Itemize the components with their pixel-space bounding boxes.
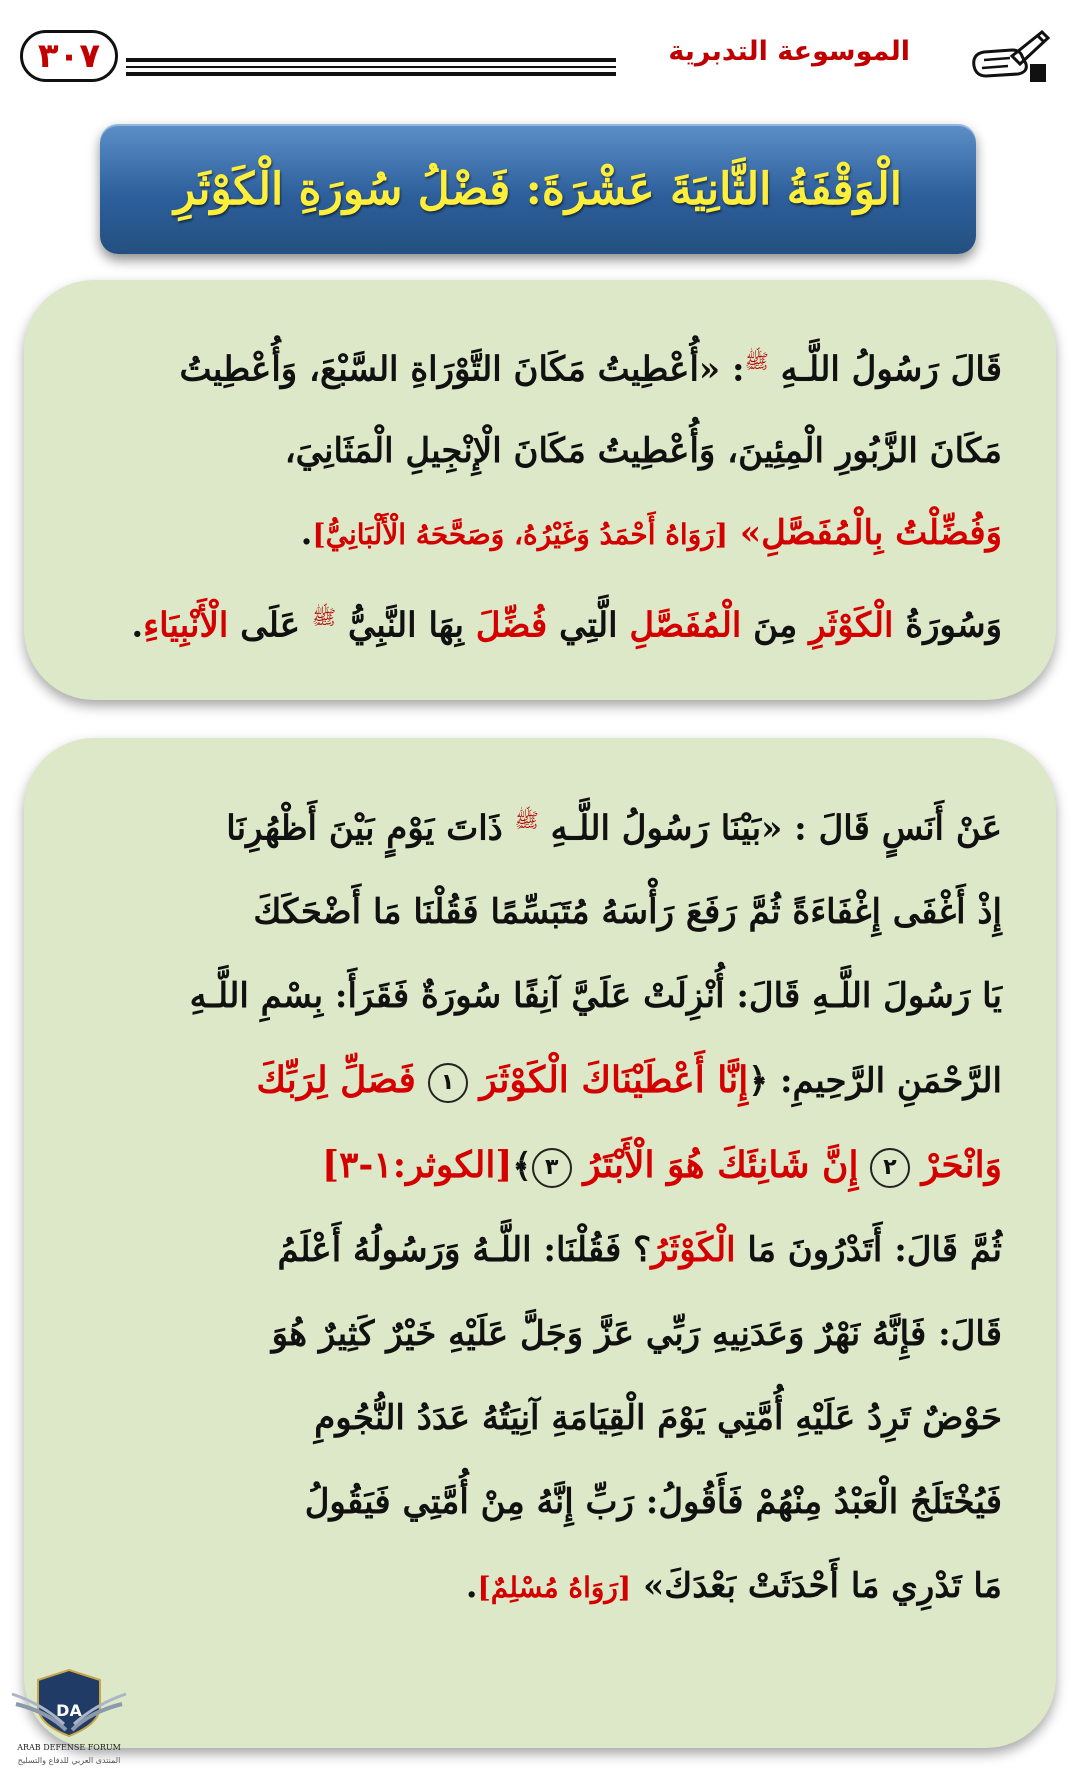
text-line: مَا تَدْرِي مَا أَحْدَثَتْ بَعْدَكَ» [رَوَاهُ مُسْلِمٌ].: [465, 1566, 1002, 1607]
verse-number-mark: ٢: [870, 1148, 910, 1188]
header-rule: [126, 58, 616, 62]
verse-number-mark: ١: [428, 1063, 468, 1103]
text-line: وَفُضِّلْتُ بِالْمُفَصَّلِ» [رَوَاهُ أَحْمَدُ وَغَيْرُهُ، وَصَحَّحَهُ الْأَلْبَانِيُّ].: [300, 513, 1002, 554]
quran-verse: إِنَّ شَانِئَكَ هُوَ الْأَبْتَرُ: [583, 1144, 859, 1187]
text-line: الرَّحْمَنِ الرَّحِيمِ: ﴿إِنَّا أَعْطَيْنَاكَ الْكَوْثَرَ ١ فَصَلِّ لِرَبِّكَ: [256, 1059, 1002, 1102]
verse-number-mark: ٣: [532, 1148, 572, 1188]
quran-verse: فَصَلِّ لِرَبِّكَ: [256, 1059, 416, 1102]
forum-watermark-logo: [8, 1664, 130, 1768]
text-line: وَسُورَةُ الْكَوْثَرِ مِنَ الْمُفَصَّلِ الَّتِي فُضِّلَ بِهَا النَّبِيُّ $^ﷺ$ عَلَى الْأَنْبِيَاءِ.: [131, 605, 1002, 646]
hadith-reference: [رَوَاهُ أَحْمَدُ وَغَيْرُهُ، وَصَحَّحَهُ الْأَلْبَانِيُّ]: [312, 518, 728, 552]
text-line: مَكَانَ الزَّبُورِ الْمِئِينَ، وَأُعْطِيتُ مَكَانَ الْإِنْجِيلِ الْمَثَانِيَ،: [284, 431, 1002, 472]
section-title: الْوَقْفَةُ الثَّانِيَةَ عَشْرَةَ: فَضْلُ سُورَةِ الْكَوْثَرِ: [174, 163, 902, 215]
text-line: ثُمَّ قَالَ: أَتَدْرُونَ مَا الْكَوْثَرُ؟ فَقُلْنَا: اللَّـهُ وَرَسُولُهُ أَعْلَمُ: [277, 1230, 1002, 1271]
svg-text:المنتدى العربي للدفاع والتسليح: المنتدى العربي للدفاع والتسليح: [17, 1756, 121, 1765]
salawat-glyph: ﷺ: [744, 349, 769, 373]
writing-hand-icon: [968, 26, 1052, 88]
hadith-reference: [رَوَاهُ مُسْلِمٌ]: [477, 1571, 632, 1605]
quran-verse: وَانْحَرْ: [921, 1144, 1002, 1187]
text-line: حَوْضٌ تَرِدُ عَلَيْهِ أُمَّتِي يَوْمَ الْقِيَامَةِ آنِيَتُهُ عَدَدُ النُّجُومِ: [314, 1398, 1002, 1439]
text-line: يَا رَسُولَ اللَّـهِ قَالَ: أُنْزِلَتْ عَلَيَّ آنِفًا سُورَةٌ فَقَرَأَ: بِسْمِ اللَّـهِ: [189, 976, 1002, 1017]
header-rule: [126, 72, 616, 76]
hadith-card-virtue: [24, 280, 1056, 700]
svg-text:DA: DA: [56, 1701, 82, 1720]
text-line: قَالَ: فَإِنَّهُ نَهْرٌ وَعَدَنِيهِ رَبِّي عَزَّ وَجَلَّ عَلَيْهِ خَيْرٌ كَثِيرٌ هُوَ: [271, 1314, 1002, 1355]
hadith-card-anas: [24, 738, 1056, 1748]
text-line: فَيُخْتَلَجُ الْعَبْدُ مِنْهُمْ فَأَقُولُ: رَبِّ إِنَّهُ مِنْ أُمَّتِي فَيَقُولُ: [304, 1482, 1002, 1523]
page-number: ٣٠٧: [20, 30, 118, 82]
text-line: وَانْحَرْ ٢ إِنَّ شَانِئَكَ هُوَ الْأَبْتَرُ ٣﴾[الكوثر:١-٣]: [322, 1144, 1002, 1187]
surah-reference: [الكوثر:١-٣]: [322, 1144, 513, 1187]
series-title: الموسوعة التدبرية: [668, 36, 910, 67]
salawat-glyph: ﷺ: [311, 605, 337, 630]
salawat-glyph: ﷺ: [514, 808, 539, 832]
section-title-banner: [100, 124, 976, 254]
text-line: إِذْ أَغْفَى إِغْفَاءَةً ثُمَّ رَفَعَ رَأْسَهُ مُتَبَسِّمًا فَقُلْنَا مَا أَضْحَكَكَ: [253, 892, 1002, 933]
svg-text:ARAB DEFENSE FORUM: ARAB DEFENSE FORUM: [17, 1743, 121, 1752]
page-header: [0, 22, 1080, 92]
quran-verse: إِنَّا أَعْطَيْنَاكَ الْكَوْثَرَ: [479, 1059, 749, 1102]
text-line: عَنْ أَنَسٍ قَالَ : «بَيْنَا رَسُولُ اللَّـهِ $^ﷺ$ ذَاتَ يَوْمٍ بَيْنَ أَظْهُرِنَا: [226, 808, 1002, 849]
header-rule: [126, 66, 616, 68]
text-line: قَالَ رَسُولُ اللَّـهِ $^ﷺ$: «أُعْطِيتُ مَكَانَ التَّوْرَاةِ السَّبْعَ، وَأُعْطِيتُ: [179, 349, 1002, 390]
